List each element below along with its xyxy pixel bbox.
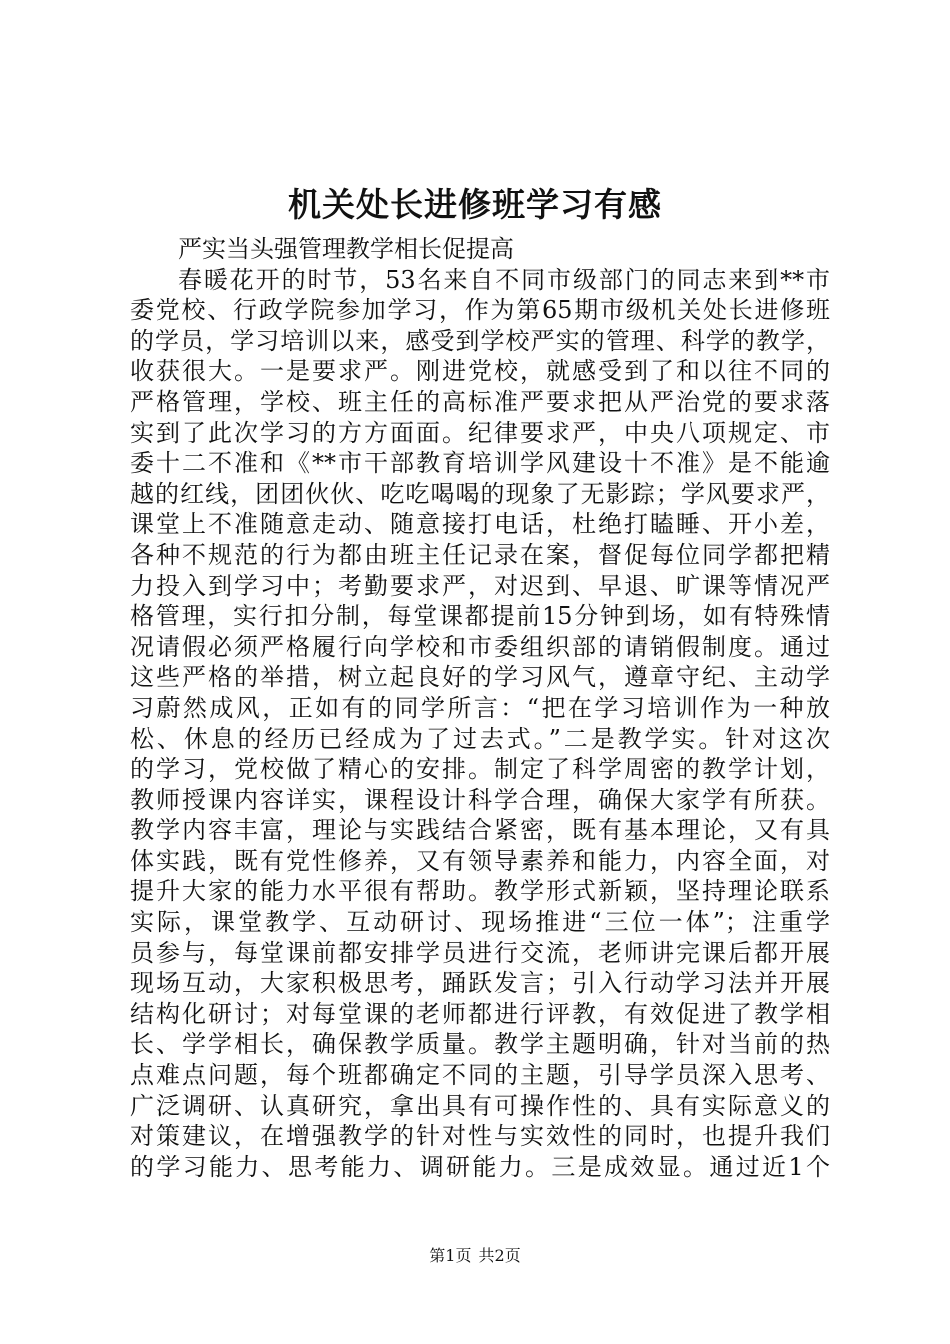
body-line: 委十二不准和《**市干部教育培训学风建设十不准》是不能逾 (130, 449, 830, 478)
body-line: 体实践，既有党性修养，又有领导素养和能力，内容全面，对 (130, 846, 830, 875)
body-line: 对策建议，在增强教学的针对性与实效性的同时，也提升我们 (130, 1122, 830, 1151)
body-line: 各种不规范的行为都由班主任记录在案，督促每位同学都把精 (130, 540, 830, 569)
body-line: 松、休息的经历已经成为了过去式。”二是教学实。针对这次 (130, 724, 830, 753)
body-line: 严实当头强管理教学相长促提高 (178, 235, 514, 263)
body-line: 课堂上不准随意走动、随意接打电话，杜绝打瞌睡、开小差， (130, 510, 830, 539)
body-line: 现场互动，大家积极思考，踊跃发言；引入行动学习法并开展 (130, 969, 830, 998)
body-line: 越的红线，团团伙伙、吃吃喝喝的现象了无影踪；学风要求严， (130, 479, 830, 508)
body-line: 的学习，党校做了精心的安排。制定了科学周密的教学计划， (130, 755, 830, 784)
body-line: 这些严格的举措，树立起良好的学习风气，遵章守纪、主动学 (130, 663, 830, 692)
body-line: 教师授课内容详实，课程设计科学合理，确保大家学有所获。 (130, 785, 830, 814)
body-line: 习蔚然成风，正如有的同学所言：“把在学习培训作为一种放 (130, 693, 830, 722)
body-line: 提升大家的能力水平很有帮助。教学形式新颖，坚持理论联系 (130, 877, 830, 906)
body-line: 收获很大。一是要求严。刚进党校，就感受到了和以往不同的 (130, 357, 830, 386)
body-line: 教学内容丰富，理论与实践结合紧密，既有基本理论，又有具 (130, 816, 830, 845)
body-line: 况请假必须严格履行向学校和市委组织部的请销假制度。通过 (130, 632, 830, 661)
body-line: 格管理，实行扣分制，每堂课都提前15分钟到场，如有特殊情 (130, 602, 830, 631)
document-body (130, 234, 830, 1182)
body-line: 结构化研讨；对每堂课的老师都进行评教，有效促进了教学相 (130, 999, 830, 1028)
document-title: 机关处长进修班学习有感 (288, 185, 662, 224)
body-line: 点难点问题，每个班都确定不同的主题，引导学员深入思考、 (130, 1061, 830, 1090)
body-line: 力投入到学习中；考勤要求严，对迟到、早退、旷课等情况严 (130, 571, 830, 600)
body-line: 广泛调研、认真研究，拿出具有可操作性的、具有实际意义的 (130, 1091, 830, 1120)
body-line: 委党校、行政学院参加学习，作为第65期市级机关处长进修班 (130, 296, 830, 325)
body-line: 实际，课堂教学、互动研讨、现场推进“三位一体”；注重学 (130, 908, 830, 937)
body-line: 实到了此次学习的方方面面。纪律要求严，中央八项规定、市 (130, 418, 830, 447)
page-total: 共2页 (478, 1246, 521, 1265)
page-number: 第1页 (429, 1246, 472, 1265)
body-line: 员参与，每堂课前都安排学员进行交流，老师讲完课后都开展 (130, 938, 830, 967)
body-line: 的学习能力、思考能力、调研能力。三是成效显。通过近1个 (130, 1152, 830, 1181)
body-line: 严格管理，学校、班主任的高标准严要求把从严治党的要求落 (130, 387, 830, 416)
body-line: 的学员，学习培训以来，感受到学校严实的管理、科学的教学， (130, 326, 830, 355)
body-line: 春暖花开的时节，53名来自不同市级部门的同志来到**市 (178, 265, 830, 294)
body-line: 长、学学相长，确保教学质量。教学主题明确，针对当前的热 (130, 1030, 830, 1059)
page-footer (0, 1244, 950, 1268)
